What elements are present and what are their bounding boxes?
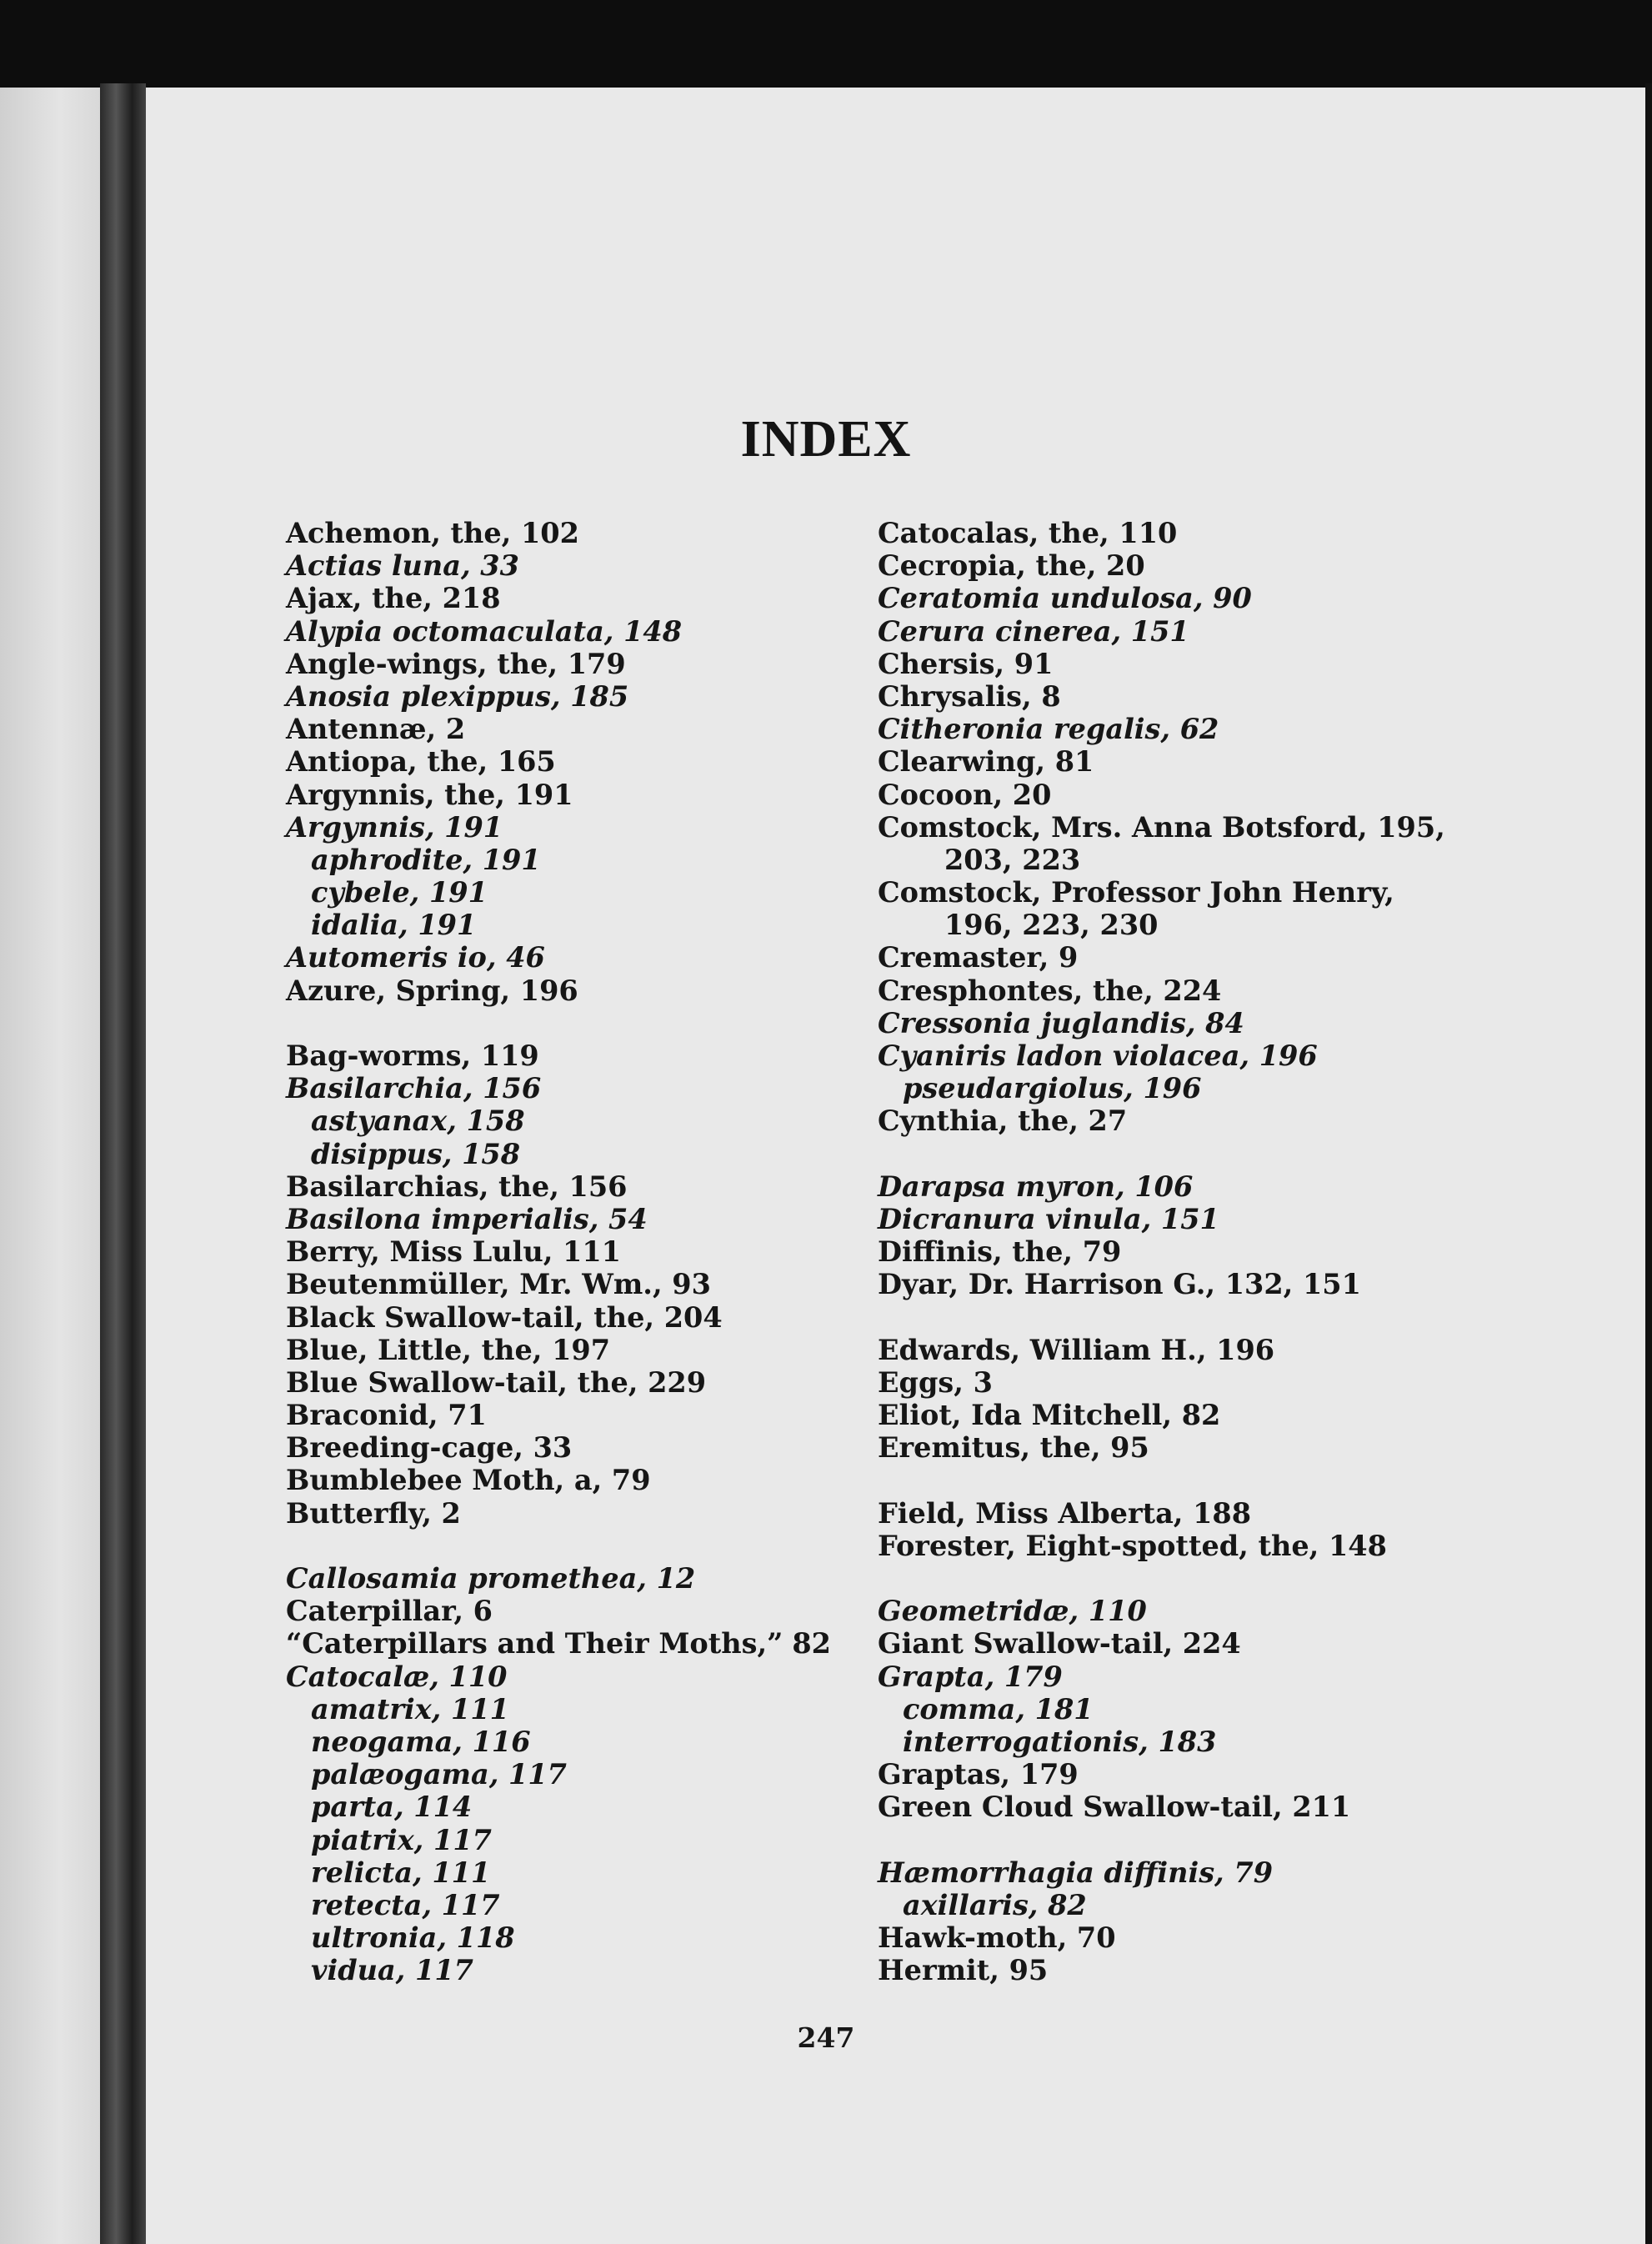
index-entry [286, 1562, 836, 1595]
index-entry [878, 1334, 1428, 1366]
index-entry-text: Catocalas, the, 110 [878, 517, 1178, 549]
page-title: INDEX [740, 411, 912, 468]
index-entry-text: “Caterpillars and Their Moths,” [286, 1627, 783, 1660]
index-entry [878, 615, 1428, 648]
index-column-left [286, 517, 836, 1986]
index-entry [286, 1268, 836, 1300]
index-entry [878, 1921, 1428, 1954]
index-entry [878, 779, 1428, 811]
index-entry [878, 745, 1428, 778]
index-entry [286, 1301, 836, 1334]
index-entry-text: amatrix, 111 [311, 1692, 509, 1726]
index-entry-text: cybele, 191 [311, 876, 488, 909]
index-entry [286, 1464, 836, 1496]
letter-group-gap [878, 1824, 1428, 1856]
index-entry-text: Eremitus, the, 95 [878, 1431, 1149, 1465]
index-entry-text: Comstock, Mrs. Anna Botsford, 195, [878, 810, 1445, 844]
index-entry-text: Grapta, 179 [878, 1660, 1063, 1693]
index-entry [286, 713, 836, 745]
index-subentry [286, 1138, 836, 1170]
index-entry-text: Butterfly, 2 [286, 1496, 461, 1530]
index-entry-text: Achemon, the, 102 [286, 517, 579, 549]
page-number: 247 [797, 2021, 855, 2054]
index-subentry [878, 1072, 1428, 1104]
index-entry [878, 1104, 1428, 1137]
index-entry-text: Antiopa, the, 165 [286, 745, 556, 779]
index-entry-text: parta, 114 [311, 1791, 473, 1824]
index-entry [878, 582, 1428, 614]
index-entry-text: axillaris, 82 [903, 1888, 1087, 1921]
index-entry-text: Cressonia juglandis, 84 [878, 1006, 1244, 1039]
index-entry [286, 779, 836, 811]
index-entry [878, 1170, 1428, 1203]
index-entry [878, 1627, 1428, 1660]
index-entry-page-ref: 82 [792, 1627, 831, 1660]
index-entry-text: Clearwing, 81 [878, 745, 1094, 779]
index-entry [878, 1431, 1428, 1464]
index-entry-text: Blue Swallow-tail, the, 229 [286, 1365, 707, 1399]
index-entry-text: Cyaniris ladon violacea, 196 [878, 1039, 1318, 1072]
index-entry [878, 1954, 1428, 1986]
index-subentry [878, 1889, 1428, 1921]
index-entry-text: interrogationis, 183 [903, 1725, 1217, 1758]
index-entry [878, 648, 1428, 680]
index-entry [286, 811, 836, 844]
index-entry-text: neogama, 116 [311, 1725, 531, 1758]
index-entry [878, 1595, 1428, 1627]
index-entry [286, 1399, 836, 1431]
index-entry-text: Citheronia regalis, 62 [878, 713, 1219, 746]
index-entry-text: Forester, Eight-spotted, the, 148 [878, 1529, 1387, 1562]
letter-group-gap [878, 1562, 1428, 1595]
index-entry-continuation [878, 844, 1428, 876]
index-entry-text: Green Cloud Swallow-tail, 211 [878, 1791, 1351, 1824]
index-column-right [878, 517, 1445, 1987]
index-entry [878, 680, 1428, 713]
index-entry-text: Breeding-cage, 33 [286, 1431, 573, 1465]
index-entry-text: Ceratomia undulosa, 90 [878, 582, 1252, 615]
index-entry-text: Angle-wings, the, 179 [286, 647, 626, 680]
index-entry-text: Basilarchia, 156 [286, 1072, 542, 1105]
index-entry-text: Hawk-moth, 70 [878, 1921, 1116, 1955]
index-entry-text: Dicranura vinula, 151 [878, 1202, 1219, 1235]
index-entry-text: piatrix, 117 [311, 1823, 492, 1856]
letter-group-gap [286, 1007, 836, 1039]
letter-group-gap [878, 1301, 1428, 1334]
index-entry-text: Dyar, Dr. Harrison G., 132, 151 [878, 1268, 1361, 1301]
index-entry-text: Cynthia, the, 27 [878, 1104, 1128, 1138]
index-entry [286, 1170, 836, 1203]
index-entry-text: vidua, 117 [311, 1954, 473, 1987]
index-entry [878, 1366, 1428, 1399]
index-entry-text: Giant Swallow-tail, 224 [878, 1627, 1241, 1660]
book-spine [100, 83, 146, 2244]
index-entry-text: Basilona imperialis, 54 [286, 1202, 648, 1235]
index-entry [878, 810, 1445, 844]
index-entry [286, 1235, 836, 1268]
index-entry [878, 1039, 1428, 1072]
index-entry-text: Callosamia promethea, 12 [286, 1562, 696, 1595]
index-entry-text: Alypia octomaculata, 148 [286, 614, 683, 648]
index-entry [878, 1758, 1428, 1791]
index-entry [286, 582, 836, 614]
index-subentry [286, 909, 836, 941]
index-entry-text: 203, 223 [944, 843, 1081, 876]
index-entry [286, 680, 836, 713]
index-subentry [286, 1104, 836, 1137]
index-entry-text: Ajax, the, 218 [286, 582, 501, 615]
index-entry-text: Eliot, Ida Mitchell, 82 [878, 1399, 1221, 1432]
index-entry-text: Blue, Little, the, 197 [286, 1333, 611, 1366]
index-entry [286, 648, 836, 680]
index-entry-text: Anosia plexippus, 185 [286, 679, 629, 713]
index-entry [286, 1366, 836, 1399]
index-entry-text: Antennæ, 2 [286, 713, 466, 746]
index-subentry [286, 1954, 836, 1986]
index-subentry [286, 1791, 836, 1823]
index-entry-text: comma, 181 [903, 1692, 1094, 1726]
index-subentry [286, 1824, 836, 1856]
index-entry-text: pseudargiolus, 196 [903, 1072, 1202, 1105]
index-entry [878, 941, 1428, 974]
index-entry [286, 1595, 836, 1627]
index-entry-continuation [878, 909, 1428, 941]
index-subentry [286, 1758, 836, 1791]
index-entry [878, 1791, 1428, 1823]
index-entry-text: aphrodite, 191 [311, 843, 541, 876]
index-entry-text: Automeris io, 46 [286, 941, 545, 974]
index-entry [286, 517, 836, 549]
index-entry [878, 1235, 1428, 1268]
index-entry-text: Cresphontes, the, 224 [878, 974, 1222, 1007]
index-entry-text: Darapsa myron, 106 [878, 1170, 1194, 1203]
index-entry-text: Comstock, Professor John Henry, [878, 876, 1394, 909]
index-entry-text: Bag-worms, 119 [286, 1039, 539, 1072]
index-entry [286, 615, 836, 648]
index-entry [286, 1039, 836, 1072]
index-subentry [878, 1693, 1428, 1726]
index-subentry [286, 1921, 836, 1954]
index-entry [286, 941, 836, 974]
index-entry-text: Braconid, 71 [286, 1399, 487, 1432]
index-entry [878, 713, 1428, 745]
index-entry-text: Graptas, 179 [878, 1758, 1079, 1791]
index-entry-text: Field, Miss Alberta, 188 [878, 1496, 1252, 1530]
index-entry-text: Cerura cinerea, 151 [878, 614, 1189, 648]
index-entry-text: Argynnis, the, 191 [286, 778, 573, 811]
index-subentry [286, 1693, 836, 1726]
index-subentry [286, 844, 836, 876]
index-entry [286, 1203, 836, 1235]
index-subentry [286, 876, 836, 909]
index-entry [286, 745, 836, 778]
index-entry-text: Actias luna, 33 [286, 549, 519, 583]
index-entry-text: Cremaster, 9 [878, 941, 1079, 974]
index-entry [286, 1660, 836, 1693]
index-subentry [286, 1856, 836, 1889]
index-entry-text: Basilarchias, the, 156 [286, 1170, 628, 1203]
index-entry-text: ultronia, 118 [311, 1921, 515, 1955]
index-entry-text: Catocalæ, 110 [286, 1660, 508, 1693]
index-subentry [286, 1726, 836, 1758]
index-entry-text: Bumblebee Moth, a, 79 [286, 1464, 651, 1497]
index-entry-text: palæogama, 117 [311, 1758, 567, 1791]
index-entry-text: Hæmorrhagia diffinis, 79 [878, 1856, 1274, 1889]
index-entry [878, 1497, 1428, 1530]
index-entry [878, 1660, 1428, 1693]
index-entry [878, 876, 1428, 909]
scan-border [1645, 83, 1652, 2244]
index-entry-text: Hermit, 95 [878, 1954, 1049, 1987]
index-entry [878, 1399, 1428, 1431]
index-entry [878, 974, 1428, 1007]
index-entry [878, 1007, 1428, 1039]
index-entry [878, 1203, 1428, 1235]
index-entry-text: Argynnis, 191 [286, 810, 503, 844]
index-entry-text: Chrysalis, 8 [878, 679, 1061, 713]
index-entry [878, 517, 1428, 549]
index-entry-text: relicta, 111 [311, 1856, 491, 1889]
letter-group-gap [878, 1138, 1428, 1170]
index-entry-text: Eggs, 3 [878, 1365, 993, 1399]
index-entry-text: Geometridæ, 110 [878, 1595, 1147, 1628]
index-entry-text: idalia, 191 [311, 909, 477, 942]
index-entry-text: Berry, Miss Lulu, 111 [286, 1235, 621, 1269]
index-entry [286, 549, 836, 582]
index-entry-text: Cecropia, the, 20 [878, 549, 1145, 583]
index-entry [286, 1431, 836, 1464]
index-entry [286, 1072, 836, 1104]
index-entry [286, 1627, 831, 1660]
index-entry [878, 1530, 1428, 1562]
index-entry [878, 1856, 1428, 1889]
index-entry [286, 1497, 836, 1530]
index-entry-text: retecta, 117 [311, 1888, 500, 1921]
index-entry [286, 1334, 836, 1366]
index-entry [878, 1268, 1428, 1300]
index-entry-text: Cocoon, 20 [878, 778, 1052, 811]
index-entry [286, 974, 836, 1007]
index-entry-text: Caterpillar, 6 [286, 1595, 493, 1628]
index-entry-text: astyanax, 158 [311, 1104, 525, 1138]
index-subentry [878, 1726, 1428, 1758]
index-entry-text: Edwards, William H., 196 [878, 1333, 1275, 1366]
letter-group-gap [286, 1530, 836, 1562]
index-entry-text: Chersis, 91 [878, 647, 1054, 680]
index-entry-text: Black Swallow-tail, the, 204 [286, 1300, 723, 1334]
index-entry-text: disippus, 158 [311, 1137, 521, 1170]
index-subentry [286, 1889, 836, 1921]
letter-group-gap [878, 1464, 1428, 1496]
index-entry-text: 196, 223, 230 [944, 909, 1159, 942]
index-entry-text: Beutenmüller, Mr. Wm., 93 [286, 1268, 711, 1301]
index-entry [878, 549, 1428, 582]
index-entry-text: Azure, Spring, 196 [286, 974, 578, 1007]
index-entry-text: Diffinis, the, 79 [878, 1235, 1122, 1269]
